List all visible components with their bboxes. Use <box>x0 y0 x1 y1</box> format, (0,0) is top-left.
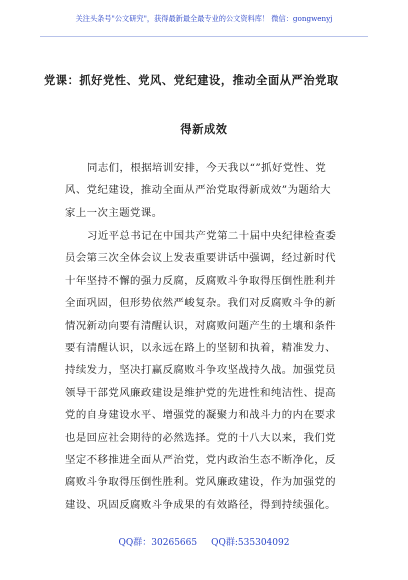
paragraph-line: 家上一次主题党课。 <box>65 206 163 219</box>
paragraph-line: 习近平总书记在中国共产党第二十届中央纪律检查委 <box>87 230 337 242</box>
footer-qq-group-2: QQ群:535304092 <box>211 538 290 548</box>
paragraph-1 <box>65 157 355 224</box>
footer-qq-groups <box>0 535 408 555</box>
paragraph-line: 全面巩固，但形势依然严峻复杂。我们对反腐败斗争的新 <box>65 297 337 310</box>
paragraph-line: 同志们，根据培训安排，今天我以“”抓好党性、党 <box>87 162 327 174</box>
paragraph-line: 建设、巩固反腐败斗争成果的有效路径，得到持续强化。 <box>65 498 337 511</box>
watermark-header <box>0 0 408 40</box>
document-title-line-2: 得新成效 <box>180 123 228 136</box>
paragraph-line: 风、党纪建设，推动全面从严治党取得新成效”为题给大 <box>65 184 331 197</box>
paragraph-line: 腐败斗争取得压倒性胜利。党风廉政建设，作为加强党的 <box>65 476 337 489</box>
paragraph-2 <box>65 225 355 516</box>
paragraph-line: 十年坚持不懈的强力反腐，反腐败斗争取得压倒性胜利并 <box>65 274 337 287</box>
paragraph-line: 坚定不移推进全面从严治党，党内政治生态不断净化，反 <box>65 453 337 466</box>
header-promo-text: 关注头条号"公文研究"，获得最新最全最专业的公文资料库！ 微信：gongwenyj <box>75 14 333 23</box>
paragraph-line: 持续发力，坚决打赢反腐败斗争攻坚战持久战。加强党员 <box>65 364 337 377</box>
header-divider <box>40 36 368 37</box>
paragraph-line: 领导干部党风廉政建设是维护党的先进性和纯洁性、提高 <box>65 386 337 399</box>
document-title-line-1: 党课：抓好党性、党风、党纪建设，推动全面从严治党取 <box>44 74 339 87</box>
paragraph-line: 也是回应社会期待的必然选择。党的十八大以来，我们党 <box>65 431 337 444</box>
paragraph-line: 党的自身建设水平、增强党的凝聚力和战斗力的内在要求 <box>65 409 337 422</box>
paragraph-line: 情况新动向要有清醒认识，对腐败问题产生的土壤和条件 <box>65 319 337 332</box>
footer-qq-group-1: QQ群：30265665 <box>118 538 198 548</box>
paragraph-line: 员会第三次全体会议上发表重要讲话中强调，经过新时代 <box>65 252 337 265</box>
paragraph-line: 要有清醒认识，以永远在路上的坚韧和执着，精准发力、 <box>65 341 337 354</box>
